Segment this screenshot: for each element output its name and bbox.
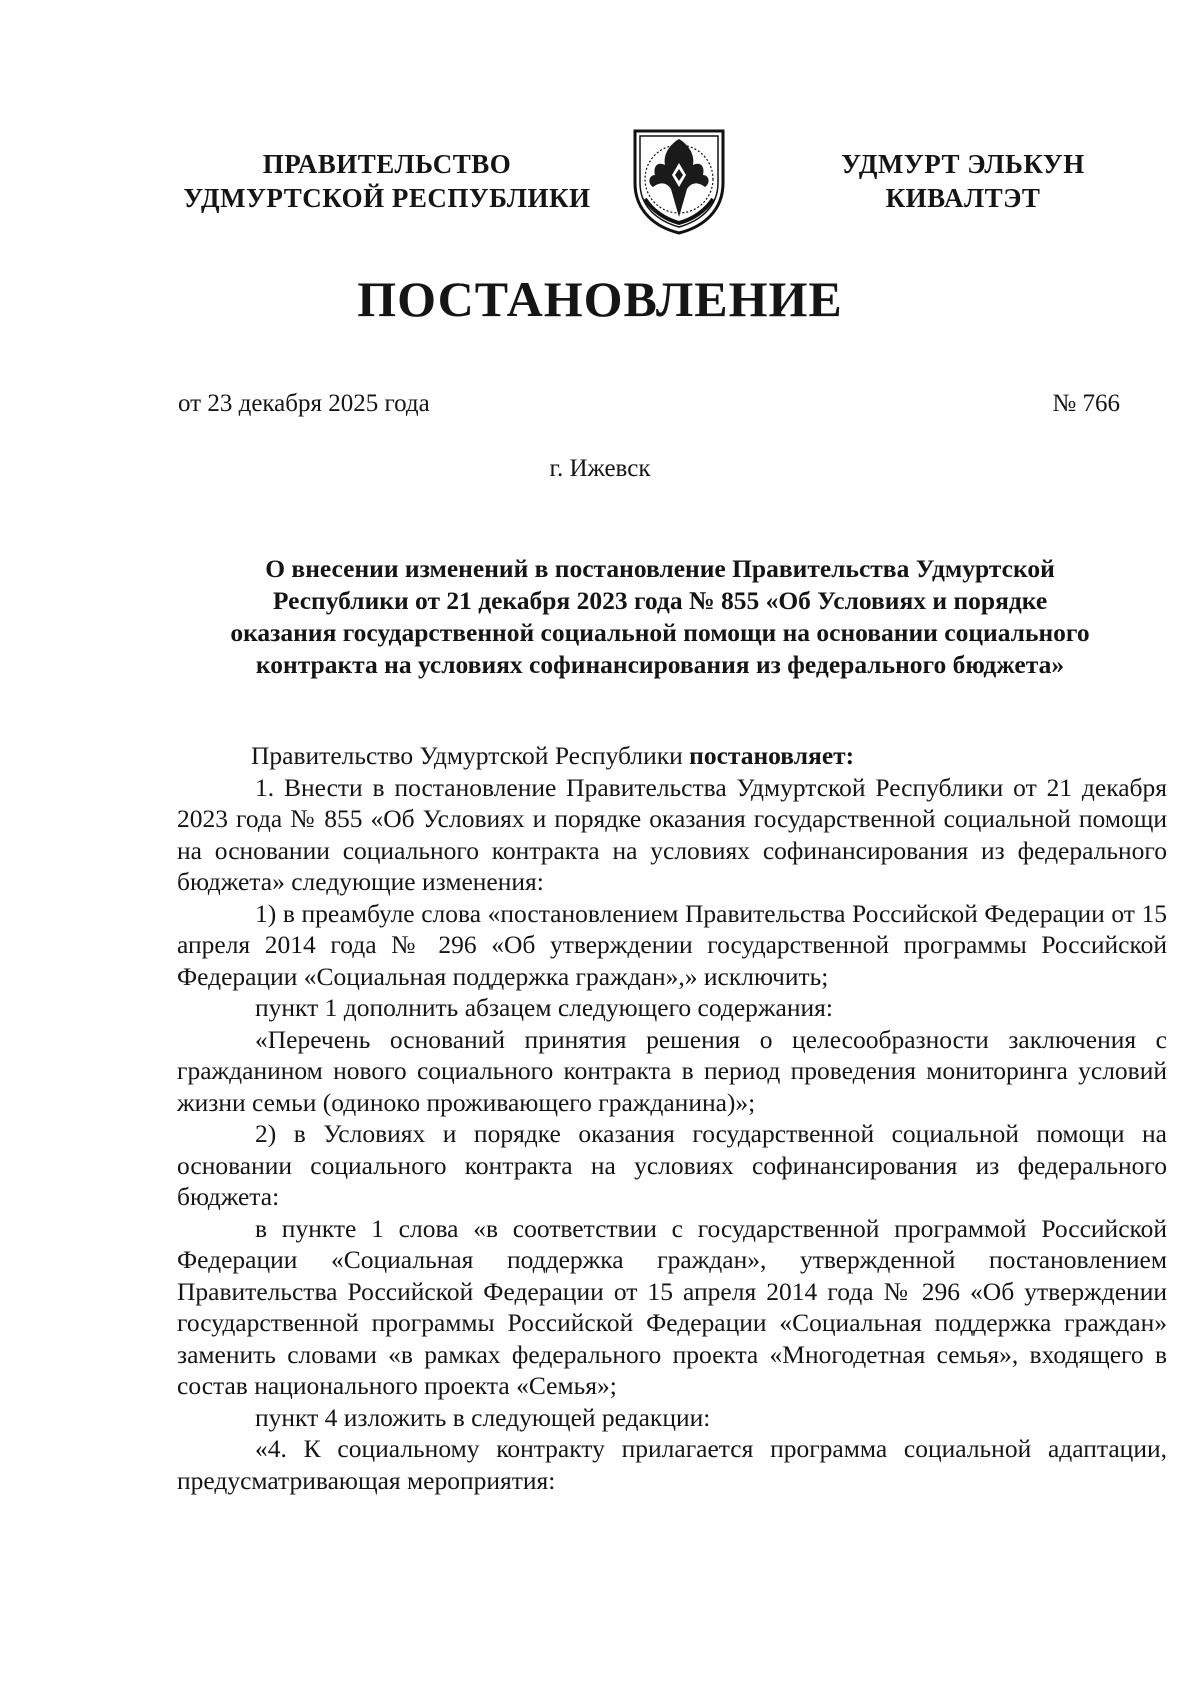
body-paragraph: «4. К социальному контракту прилагается программа социальной адаптации, предусматривающая мероприятия: (177, 1434, 1167, 1495)
body-paragraph: «Перечень оснований принятия решения о целесообразности заключения с гражданином нового социального контракта в период проведения мониторинга условий жизни семьи (одиноко проживающего гражданина)»; (177, 1024, 1167, 1117)
document-date: от 23 декабря 2025 года (178, 390, 430, 417)
preamble-paragraph (177, 740, 1167, 772)
body-paragraph: в пункте 1 слова «в соответствии с государственной программой Российской Федерации «Социальная поддержка граждан», утвержденной постановлением Правительства Российской Федерации от 15 апреля 2014 года № 296 «Об утверждении государственной программы Российской Федерации «Социальная поддержка граждан» заменить словами «в рамках федерального проекта «Многодетная семья», входящего в состав национального проекта «Семья»; (177, 1213, 1167, 1400)
body-paragraph: 1) в преамбуле слова «постановлением Правительства Российской Федерации от 15 апреля 2014 года № 296 «Об утверждении государственной программы Российской Федерации «Социальная поддержка граждан»,» исключить; (177, 898, 1167, 991)
preamble-text: Правительство Удмуртской Республики (251, 741, 683, 770)
government-name-russian (172, 147, 602, 215)
document-type: ПОСТАНОВЛЕНИЕ (357, 271, 843, 327)
body-paragraph: пункт 4 изложить в следующей редакции: (255, 1402, 711, 1432)
title-line: О внесении изменений в постановление Правительства Удмуртской (265, 554, 1055, 583)
document-body (177, 740, 1167, 1496)
body-paragraph: 2) в Условиях и порядке оказания государственной социальной помощи на основании социального контракта на условиях софинансирования из федерального бюджета: (177, 1119, 1167, 1211)
document-title (150, 553, 1170, 681)
title-line: Республики от 21 декабря 2023 года № 855 «Об Условиях и порядке (272, 586, 1048, 615)
body-paragraph: 1. Внести в постановление Правительства Удмуртской Республики от 21 декабря 2023 года № 855 «Об Условиях и порядке оказания государственной социальной помощи на основании социального контракта на условиях софинансирования из федерального бюджета» следующие изменения: (177, 772, 1167, 896)
body-paragraph: пункт 1 дополнить абзацем следующего содержания: (255, 993, 833, 1022)
government-name-udmurt-line-2: КИВАЛТЭТ (885, 183, 1041, 213)
government-name-udmurt-line-1: УДМУРТ ЭЛЬКУН (841, 149, 1085, 179)
title-line: оказания государственной социальной помощи на основании социального (230, 618, 1090, 647)
document-number: № 766 (1052, 390, 1120, 417)
government-name-udmurt (808, 147, 1118, 215)
title-line: контракта на условиях софинансирования из федерального бюджета» (255, 650, 1065, 679)
government-name-line-2: УДМУРТСКОЙ РЕСПУБЛИКИ (183, 183, 591, 213)
udmurt-coat-of-arms-icon (627, 125, 731, 235)
document-city: г. Ижевск (549, 455, 651, 482)
government-name-line-1: ПРАВИТЕЛЬСТВО (262, 149, 512, 179)
preamble-decree-word: постановляет: (689, 741, 855, 770)
